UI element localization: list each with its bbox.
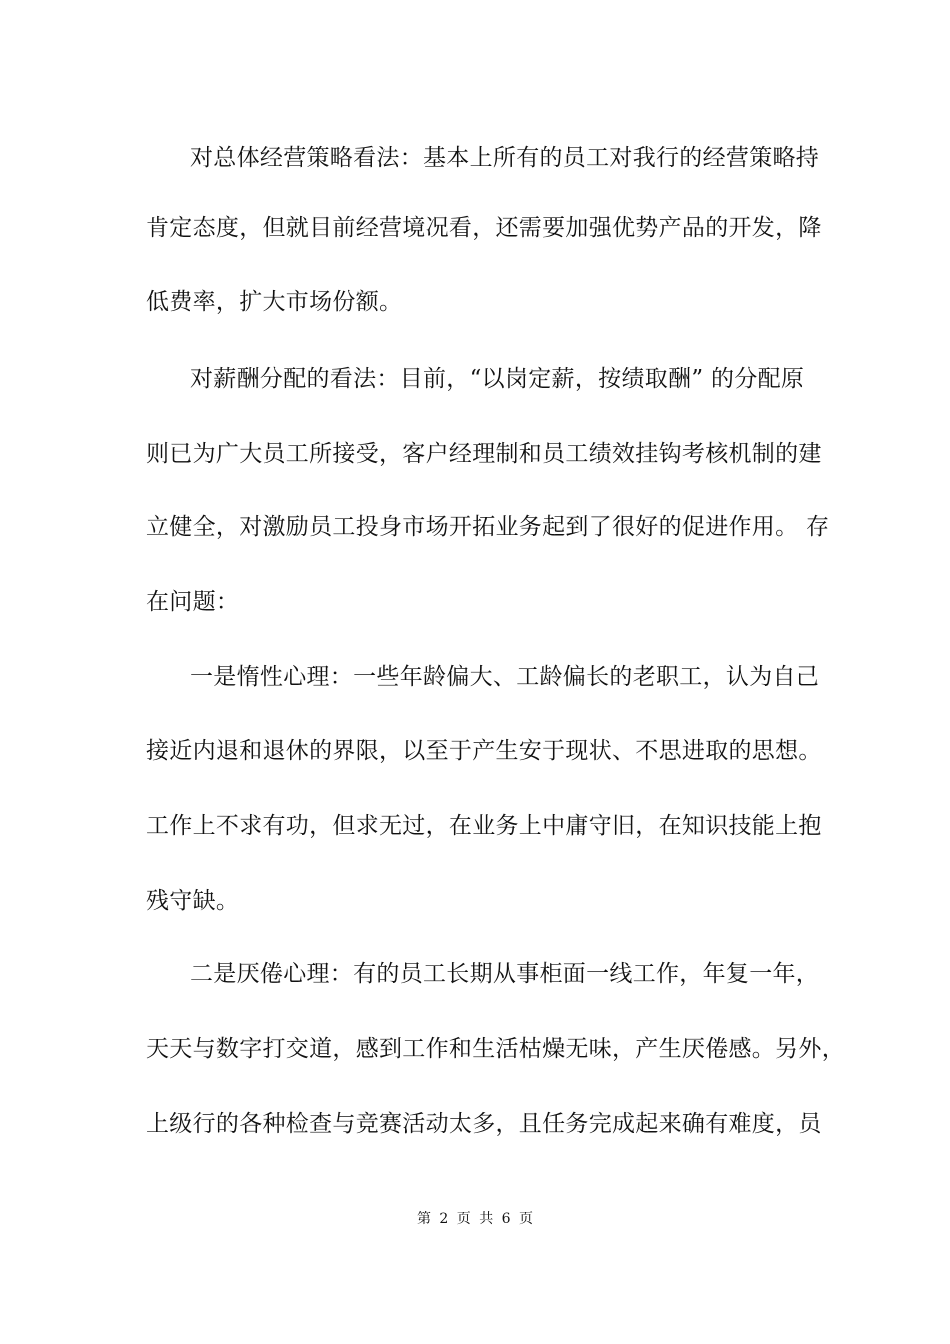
paragraph-line: 上级行的各种检查与竞赛活动太多，且任务完成起来确有难度，员	[146, 1111, 822, 1137]
paragraph-line: 肯定态度，但就目前经营境况看，还需要加强优势产品的开发，降	[146, 215, 822, 241]
page-footer: 第 2 页 共 6 页	[416, 1211, 534, 1227]
paragraph-line: 低费率，扩大市场份额。	[146, 289, 403, 315]
paragraph-line: 在问题：	[146, 589, 240, 615]
paragraph-line: 工作上不求有功，但求无过，在业务上中庸守旧，在知识技能上抱	[146, 813, 822, 839]
paragraph-line: 残守缺。	[146, 888, 240, 914]
paragraph-line: 则已为广大员工所接受，客户经理制和员工绩效挂钩考核机制的建	[146, 441, 822, 467]
paragraph-line: 对薪酬分配的看法：目前，“以岗定薪，按绩取酬” 的分配原	[190, 366, 805, 392]
paragraph-line: 一是惰性心理：一些年龄偏大、工龄偏长的老职工，认为自己	[190, 664, 820, 690]
paragraph-line: 对总体经营策略看法：基本上所有的员工对我行的经营策略持	[190, 145, 820, 171]
paragraph-line: 接近内退和退休的界限，以至于产生安于现状、不思进取的思想。	[146, 738, 822, 764]
paragraph-line: 二是厌倦心理：有的员工长期从事柜面一线工作，年复一年，	[190, 961, 820, 987]
paragraph-line: 立健全，对激励员工投身市场开拓业务起到了很好的促进作用。 存	[146, 514, 830, 540]
paragraph-line: 天天与数字打交道，感到工作和生活枯燥无味，产生厌倦感。另外，	[146, 1036, 845, 1062]
